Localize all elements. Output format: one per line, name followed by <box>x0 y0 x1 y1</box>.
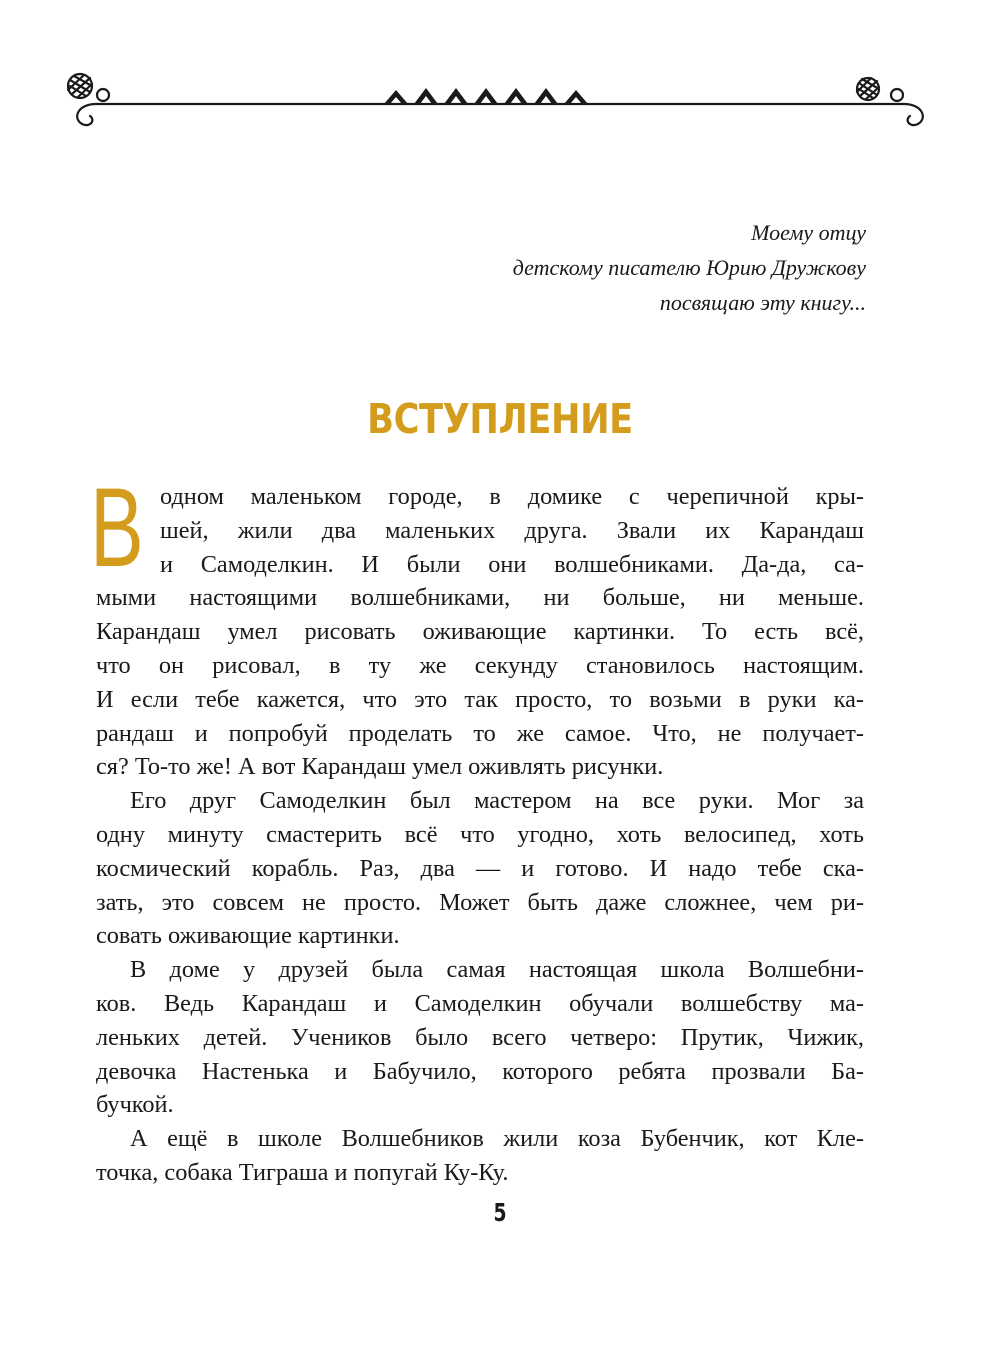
text-line: одном маленьком городе, в домике с черепичной кры- <box>160 483 864 510</box>
page-number: 5 <box>493 1198 507 1227</box>
text-line: леньких детей. Учеников было всего четверо: Прутик, Чижик, <box>96 1023 864 1051</box>
text-line: А ещё в школе Волшебников жили коза Бубенчик, кот Кле- <box>130 1125 864 1153</box>
text-line: бучкой. <box>96 1091 174 1119</box>
text-line: ков. Ведь Карандаш и Самоделкин обучали волшебству ма- <box>96 989 864 1017</box>
drop-cap: В <box>90 465 144 590</box>
text-line: В доме у друзей была самая настоящая школа Волшебни- <box>130 956 864 984</box>
dedication <box>513 215 866 320</box>
dedication-line-2: детскому писателю Юрию Дружкову <box>512 255 866 280</box>
text-line: Его друг Самоделкин был мастером на все руки. Мог за <box>130 787 864 815</box>
paragraph <box>96 1122 864 1190</box>
text-line: девочка Настенька и Бабучило, которого ребята прозвали Ба- <box>96 1057 864 1085</box>
text-line: Карандаш умел рисовать оживающие картинки. То есть всё, <box>96 618 864 646</box>
text-line: что он рисовал, в ту же секунду становилось настоящим. <box>96 651 864 679</box>
paragraph <box>96 953 864 1122</box>
text-line: совать оживающие картинки. <box>96 922 400 950</box>
text-line: И если тебе кажется, что это так просто, то возьми в руки ка- <box>96 685 864 713</box>
text-line: зать, это совсем не просто. Может быть даже сложнее, чем ри- <box>96 888 864 916</box>
text-line: шей, жили два маленьких друга. Звали их Карандаш <box>160 516 864 544</box>
dedication-line-3: посвящаю эту книгу... <box>659 290 866 315</box>
paragraph <box>96 784 864 953</box>
text-line: мыми настоящими волшебниками, ни больше, ни меньше. <box>96 584 864 612</box>
text-line: и Самоделкин. И были они волшебниками. Да-да, са- <box>160 550 864 578</box>
text-line: ся? То-то же! А вот Карандаш умел оживлять рисунки. <box>96 753 664 781</box>
text-line: рандаш и попробуй проделать то же самое. Что, не получает- <box>96 719 864 747</box>
header-ornament <box>0 0 1000 140</box>
chapter-title: ВСТУПЛЕНИЕ <box>367 395 633 443</box>
text-line: одну минуту смастерить всё что угодно, хоть велосипед, хоть <box>96 820 864 848</box>
paragraph <box>96 480 864 784</box>
dedication-line-1: Моему отцу <box>751 220 866 245</box>
body-text <box>96 480 864 1190</box>
text-line: точка, собака Тиграша и попугай Ку-Ку. <box>96 1158 509 1186</box>
text-line: космический корабль. Раз, два — и готово. И надо тебе ска- <box>96 854 864 882</box>
